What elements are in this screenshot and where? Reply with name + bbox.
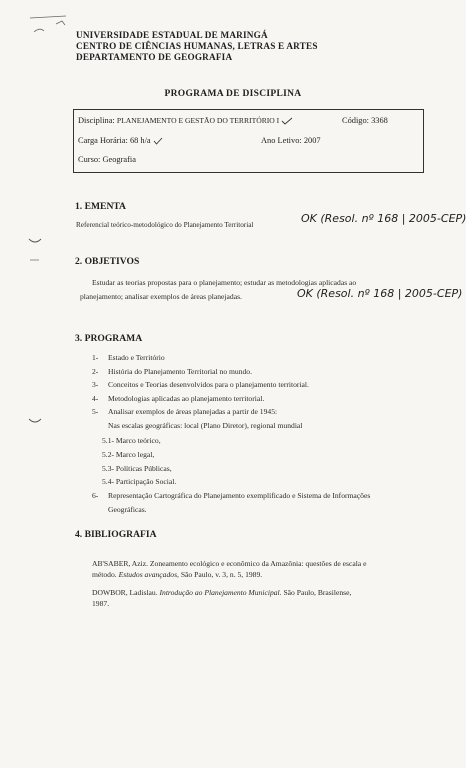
disciplina-label: Disciplina: (78, 116, 115, 125)
programa-heading: 3. PROGRAMA (75, 333, 143, 344)
carga-label: Carga Horária: (78, 136, 128, 145)
programa-item: 2- História do Planejamento Territorial no mundo. (92, 366, 253, 376)
programa-item-6: 6- Representação Cartográfica do Planejamento exemplificado e Sistema de Informações (92, 491, 371, 500)
objetivos-handwritten-note: OK (Resol. nº 168 | 2005-CEP) (297, 287, 463, 300)
carga-row (78, 136, 163, 145)
programa-item: 1- Estado e Território (92, 353, 165, 362)
programa-item: 3- Conceitos e Teorias desenvolvidos para o planejamento territorial. (92, 380, 309, 390)
disciplina-value: PLANEJAMENTO E GESTÃO DO TERRITÓRIO I (116, 116, 280, 125)
carga-value: 68 h/a (129, 136, 151, 145)
programa-subitem: 5.2- Marco legal, (102, 450, 155, 459)
course-info-box (73, 109, 424, 173)
codigo-value: 3368 (371, 116, 388, 125)
codigo-row (342, 116, 388, 125)
ano-value: 2007 (303, 136, 321, 145)
programa-item-6-cont: Geográficas. (108, 505, 147, 514)
codigo-label: Código: (342, 116, 369, 125)
department-name: DEPARTAMENTO DE GEOGRAFIA (76, 52, 233, 62)
bibliography-entry: AB'SABER, Aziz. Zoneamento ecológico e econômico da Amazônia: questões de escala e método. Estudos avançados, São Paulo, v. 3, n. 5, 1989. (92, 559, 367, 579)
institution-header (76, 30, 318, 63)
objetivos-line-2: planejamento; analisar exemplos de áreas planejadas. (80, 292, 242, 301)
ementa-text: Referencial teórico-metodológico do Planejamento Territorial (76, 221, 254, 229)
programa-item: 4- Metodologias aplicadas ao planejamento territorial. (92, 393, 265, 403)
disciplina-row (78, 116, 293, 125)
document-title: PROGRAMA DE DISCIPLINA (164, 89, 302, 99)
margin-punch-mark (28, 416, 42, 426)
objetivos-heading: 2. OBJETIVOS (75, 256, 140, 267)
bibliografia-heading: 4. BIBLIOGRAFIA (75, 529, 157, 540)
programa-subitem: 5.4- Participação Social. (102, 477, 177, 486)
curso-row (78, 155, 136, 164)
programa-subitem: 5.1- Marco teórico, (102, 436, 161, 445)
center-name: CENTRO DE CIÊNCIAS HUMANAS, LETRAS E ARTES (76, 41, 318, 51)
margin-punch-mark (28, 236, 42, 246)
ano-row (261, 136, 321, 145)
university-name: UNIVERSIDADE ESTADUAL DE MARINGÁ (76, 30, 268, 40)
ano-label: Ano Letivo: (261, 136, 302, 145)
programa-item: 5- Analisar exemplos de áreas planejadas a partir de 1945: (92, 407, 278, 417)
curso-value: Geografia (102, 155, 136, 164)
programa-subitem: 5.3- Políticas Públicas, (102, 464, 172, 473)
margin-dash-mark (30, 258, 40, 262)
corner-scribble-mark (26, 12, 76, 36)
bibliography-entry: DOWBOR, Ladislau. Introdução ao Planejamento Municipal. São Paulo, Brasilense, 1987. (92, 588, 352, 608)
checkmark-icon (153, 137, 163, 145)
checkmark-icon (281, 117, 293, 125)
ementa-heading: 1. EMENTA (75, 201, 126, 212)
ementa-handwritten-note: OK (Resol. nº 168 | 2005-CEP) (301, 212, 466, 225)
curso-label: Curso: (78, 155, 101, 164)
objetivos-line-1: Estudar as teorias propostas para o planejamento; estudar as metodologias aplicadas ao (92, 278, 357, 287)
programa-list (92, 351, 309, 419)
programa-scales: Nas escalas geográficas: local (Plano Diretor), regional mundial (108, 421, 303, 430)
